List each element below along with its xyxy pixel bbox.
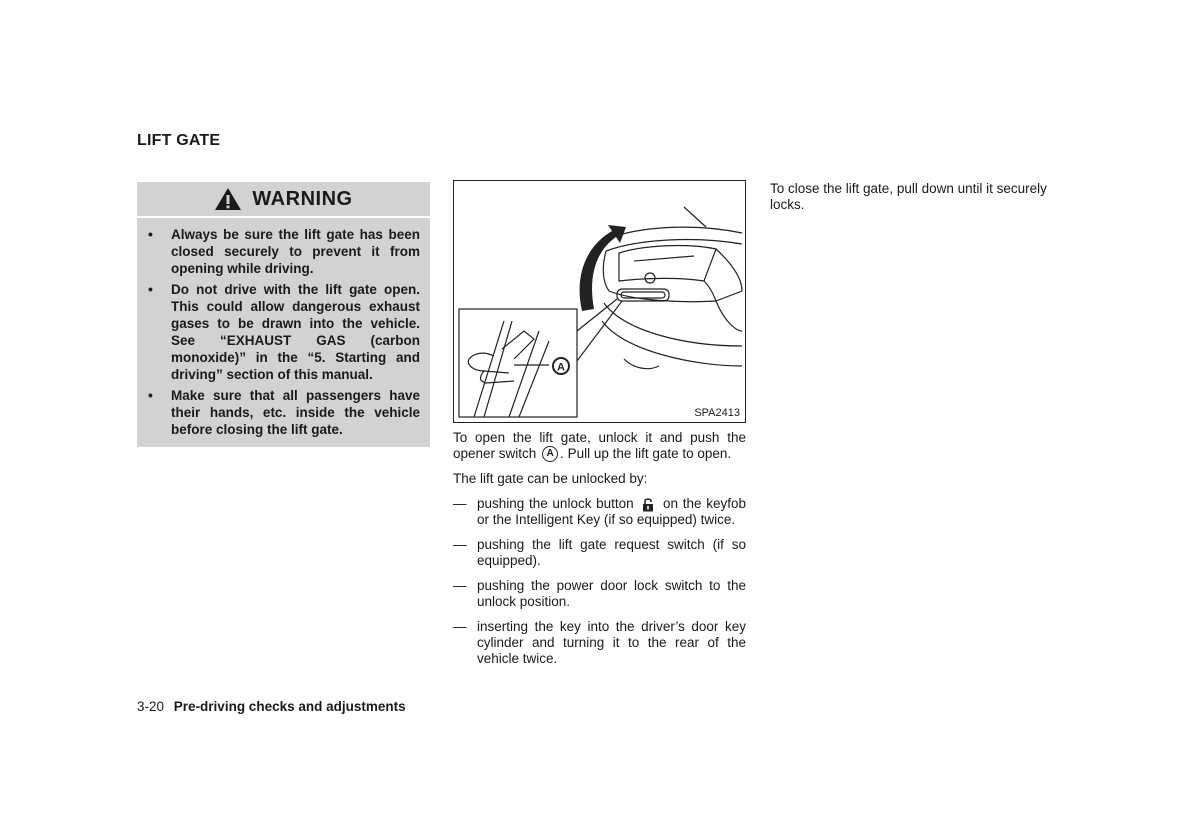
warning-item: • Do not drive with the lift gate open. This could allow dangerous exhaust gases to be drawn into the vehicle. See “EXHAUST GAS (carbon monoxide)” in the “5. Starting and driving” section of this manual. xyxy=(145,281,420,383)
warning-item: • Make sure that all passengers have their hands, etc. inside the vehicle before closing the lift gate. xyxy=(145,387,420,438)
section-title: LIFT GATE xyxy=(137,132,221,149)
warning-triangle-icon xyxy=(214,187,242,211)
callout-label: A xyxy=(557,361,565,374)
warning-box xyxy=(137,182,430,447)
page-footer xyxy=(137,699,406,714)
warning-header xyxy=(137,182,430,218)
lift-gate-illustration xyxy=(453,180,746,423)
list-item: — inserting the key into the driver’s door key cylinder and turning it to the rear of the vehicle twice. xyxy=(453,619,746,667)
car-rear-drawing xyxy=(454,181,745,422)
list-item: — pushing the lift gate request switch (if so equipped). xyxy=(453,537,746,569)
open-instructions: To open the lift gate, unlock it and push the opener switch A . Pull up the lift gate to open. xyxy=(453,430,746,461)
list-item: — pushing the power door lock switch to the unlock position. xyxy=(453,578,746,610)
close-instructions: To close the lift gate, pull down until it securely locks. xyxy=(770,181,1047,212)
page-number: 3-20 xyxy=(137,699,165,714)
unlock-intro: The lift gate can be unlocked by: xyxy=(453,471,648,487)
unlock-methods-list xyxy=(453,496,746,667)
figure-code: SPA2413 xyxy=(694,407,740,419)
list-item: — pushing the unlock button on the keyfob or the Intelligent Key (if so equipped) twice. xyxy=(453,496,746,528)
unlock-icon xyxy=(642,497,654,512)
warning-list xyxy=(145,226,420,438)
warning-title: WARNING xyxy=(252,187,353,210)
chapter-title: Pre-driving checks and adjustments xyxy=(173,699,406,714)
warning-item: • Always be sure the lift gate has been closed securely to prevent it from opening while driving. xyxy=(145,226,420,277)
callout-symbol: A xyxy=(542,446,558,462)
instructions-column xyxy=(453,430,746,676)
